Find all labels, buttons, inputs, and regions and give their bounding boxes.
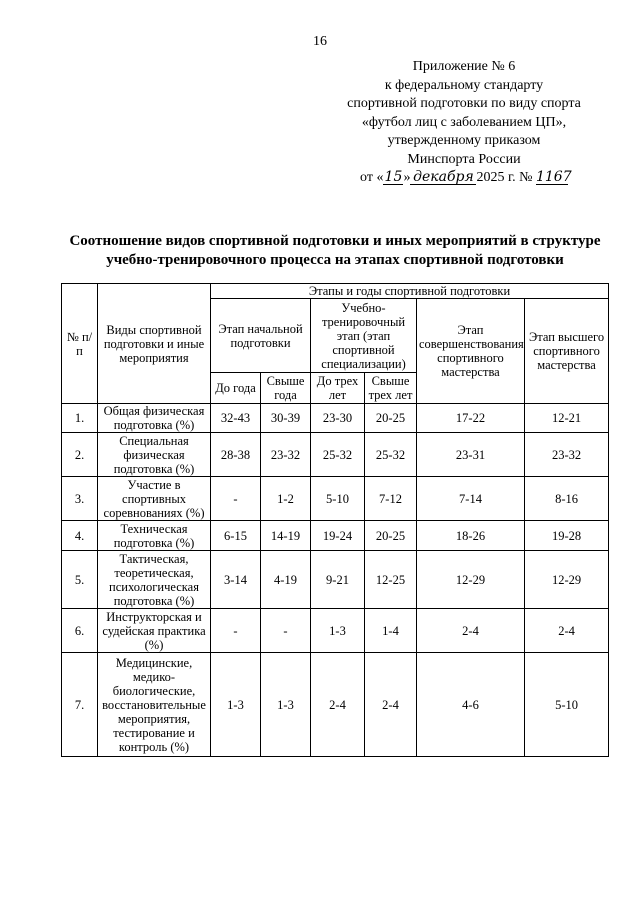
page-number: 16 (313, 34, 327, 49)
header-over-three: Свыше трех лет (365, 373, 417, 404)
table-row (62, 521, 609, 551)
header-upto-three: До трех лет (311, 373, 365, 404)
cell-value: 20-25 (365, 521, 417, 551)
row-number: 3. (62, 477, 98, 521)
row-kind: Общая физическая подготовка (%) (98, 404, 211, 433)
header-over-year: Свыше года (261, 373, 311, 404)
cell-value: 8-16 (525, 477, 609, 521)
header-stage-highest: Этап высшего спортивного мастерства (525, 299, 609, 404)
appendix-block (330, 58, 598, 188)
row-kind: Участие в спортивных соревнованиях (%) (98, 477, 211, 521)
cell-value: 17-22 (417, 404, 525, 433)
appendix-line: Минспорта России (407, 151, 521, 167)
table-row (62, 551, 609, 609)
appendix-line: Приложение № 6 (412, 59, 516, 74)
title-line-1: Соотношение видов спортивной подготовки и иных мероприятий в структуре (69, 233, 601, 249)
cell-value: 9-21 (311, 551, 365, 609)
cell-value: 19-24 (311, 521, 365, 551)
document-title (40, 232, 630, 270)
cell-value: 7-12 (365, 477, 417, 521)
row-number: 6. (62, 609, 98, 653)
cell-value: 14-19 (261, 521, 311, 551)
cell-value: - (211, 609, 261, 653)
cell-value: 23-30 (311, 404, 365, 433)
cell-value: 12-21 (525, 404, 609, 433)
cell-value: 6-15 (211, 521, 261, 551)
row-kind: Медицинские, медико-биологические, восстановительные мероприятия, тестирование и контроль (%) (98, 653, 211, 757)
table-row (62, 653, 609, 757)
cell-value: 12-29 (525, 551, 609, 609)
row-number: 5. (62, 551, 98, 609)
cell-value: 1-2 (261, 477, 311, 521)
header-stage-training: Учебно-тренировочный этап (этап спортивной специализации) (311, 299, 417, 373)
cell-value: 20-25 (365, 404, 417, 433)
appendix-line: «футбол лиц с заболеванием ЦП», (361, 114, 567, 130)
appendix-line: утвержденному приказом (387, 133, 541, 148)
cell-value: 1-3 (311, 609, 365, 653)
appendix-line: к федеральному стандарту (384, 77, 544, 93)
cell-value: 32-43 (211, 404, 261, 433)
cell-value: 2-4 (365, 653, 417, 757)
cell-value: 4-6 (417, 653, 525, 757)
appendix-line: спортивной подготовки по виду спорта (347, 96, 581, 111)
row-kind: Тактическая, теоретическая, психологическая подготовка (%) (98, 551, 211, 609)
cell-value: 4-19 (261, 551, 311, 609)
cell-value: 23-32 (525, 433, 609, 477)
cell-value: 1-3 (211, 653, 261, 757)
cell-value: 2-4 (417, 609, 525, 653)
cell-value: 5-10 (525, 653, 609, 757)
header-number: № п/п (62, 284, 98, 404)
row-number: 7. (62, 653, 98, 757)
cell-value: 25-32 (311, 433, 365, 477)
preparation-ratio-table (61, 283, 609, 757)
cell-value: 1-4 (365, 609, 417, 653)
order-year: 2025 г. № (476, 170, 533, 185)
row-kind: Техническая подготовка (%) (98, 521, 211, 551)
cell-value: 12-25 (365, 551, 417, 609)
cell-value: 19-28 (525, 521, 609, 551)
order-mid: » (403, 170, 411, 185)
order-month-handwritten: декабря (410, 170, 476, 185)
header-stage-initial: Этап начальной подготовки (211, 299, 311, 373)
header-stage-improvement: Этап совершенствования спортивного мастерства (417, 299, 525, 404)
table-row (62, 609, 609, 653)
cell-value: 1-3 (261, 653, 311, 757)
title-line-2: учебно-тренировочного процесса на этапах спортивной подготовки (106, 252, 564, 268)
cell-value: 7-14 (417, 477, 525, 521)
cell-value: 25-32 (365, 433, 417, 477)
cell-value: 2-4 (311, 653, 365, 757)
cell-value: 23-31 (417, 433, 525, 477)
table-row (62, 477, 609, 521)
header-kind: Виды спортивной подготовки и иные мероприятия (98, 284, 211, 404)
cell-value: 2-4 (525, 609, 609, 653)
cell-value: 28-38 (211, 433, 261, 477)
row-number: 4. (62, 521, 98, 551)
cell-value: 12-29 (417, 551, 525, 609)
order-prefix: от « (360, 170, 384, 185)
table-row (62, 433, 609, 477)
cell-value: 30-39 (261, 404, 311, 433)
row-number: 2. (62, 433, 98, 477)
cell-value: - (211, 477, 261, 521)
order-number-handwritten: 1167 (535, 169, 572, 185)
row-number: 1. (62, 404, 98, 433)
cell-value: 5-10 (311, 477, 365, 521)
header-upto-year: До года (211, 373, 261, 404)
header-stages: Этапы и годы спортивной подготовки (211, 284, 609, 299)
cell-value: 18-26 (417, 521, 525, 551)
cell-value: - (261, 609, 311, 653)
cell-value: 23-32 (261, 433, 311, 477)
cell-value: 3-14 (211, 551, 261, 609)
order-day-handwritten: 15 (384, 169, 403, 185)
row-kind: Инструкторская и судейская практика (%) (98, 609, 211, 653)
table-row (62, 404, 609, 433)
order-line (330, 169, 598, 188)
row-kind: Специальная физическая подготовка (%) (98, 433, 211, 477)
